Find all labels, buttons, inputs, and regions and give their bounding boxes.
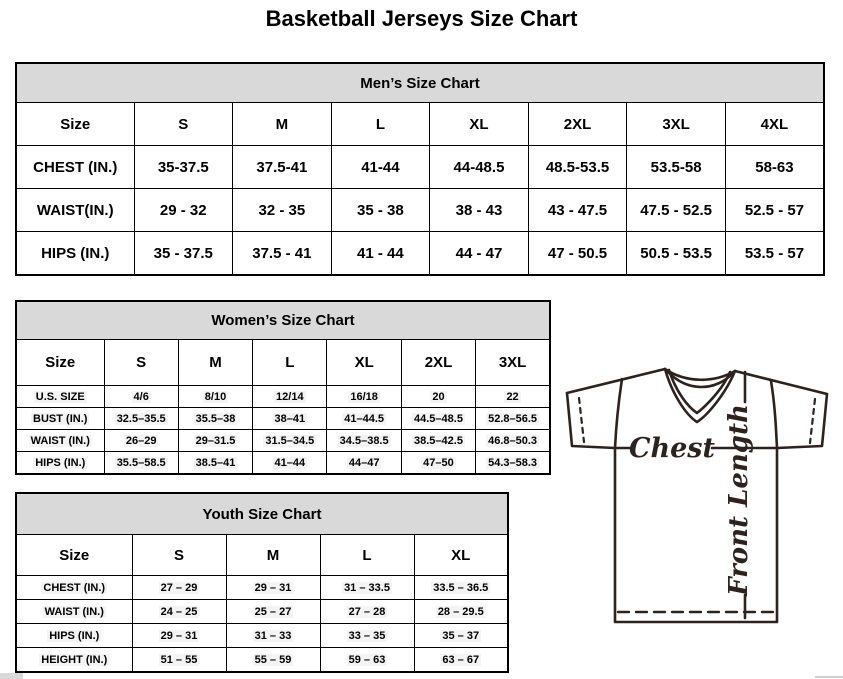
data-cell <box>414 576 508 600</box>
header-cell: Size <box>16 535 132 576</box>
cell-value: 44.5–48.5 <box>414 412 463 425</box>
row-label <box>16 624 132 648</box>
data-cell: 48.5-53.5 <box>528 146 627 189</box>
header-cell: M <box>233 103 332 146</box>
cell-value: 22 <box>506 390 519 403</box>
cell-value: 35.5–38 <box>195 412 236 425</box>
data-cell <box>476 452 550 475</box>
data-cell <box>414 600 508 624</box>
row-label <box>16 386 104 408</box>
data-cell <box>320 648 414 673</box>
row-label: WAIST(IN.) <box>16 189 134 232</box>
data-cell <box>414 648 508 673</box>
data-cell: 47.5 - 52.5 <box>627 189 726 232</box>
data-cell: 35-37.5 <box>134 146 233 189</box>
sleeve-dash-line <box>579 398 584 442</box>
data-cell <box>132 600 226 624</box>
data-cell: 53.5-58 <box>627 146 726 189</box>
cell-value: 54.3–58.3 <box>488 456 538 469</box>
data-cell: 44-48.5 <box>430 146 529 189</box>
header-cell: XL <box>414 535 508 576</box>
header-cell: XL <box>430 103 529 146</box>
header-cell: 2XL <box>401 340 475 386</box>
cell-value: 26–29 <box>125 434 157 447</box>
header-cell: M <box>226 535 320 576</box>
cell-value: 38–41 <box>274 412 306 425</box>
data-cell <box>327 408 401 430</box>
data-cell: 29 - 32 <box>134 189 233 232</box>
data-cell: 58-63 <box>725 146 824 189</box>
cell-value: 27 – 29 <box>160 581 198 594</box>
data-cell <box>320 624 414 648</box>
table-row <box>16 408 550 430</box>
table-row <box>16 232 824 276</box>
table-row <box>16 146 824 189</box>
data-cell <box>226 624 320 648</box>
data-cell <box>476 430 550 452</box>
cell-value: 38.5–41 <box>195 456 236 469</box>
header-cell: S <box>132 535 226 576</box>
cell-value: WAIST (IN.) <box>44 605 104 618</box>
data-cell: 43 - 47.5 <box>528 189 627 232</box>
table-row <box>16 600 508 624</box>
data-cell <box>178 452 252 475</box>
data-cell <box>320 600 414 624</box>
table-row <box>16 189 824 232</box>
front-length-label: Front Length <box>724 404 754 596</box>
cell-value: 35.5–58.5 <box>116 456 166 469</box>
data-cell <box>327 452 401 475</box>
data-cell <box>327 430 401 452</box>
sleeve-dash-line <box>810 399 815 443</box>
scrollbar-artifact-left <box>0 673 23 679</box>
cell-value: 63 – 67 <box>442 653 480 666</box>
cell-value: CHEST (IN.) <box>43 581 106 594</box>
mens-chart-title: Men’s Size Chart <box>16 63 824 103</box>
table-row <box>16 63 824 103</box>
row-label <box>16 576 132 600</box>
row-label: CHEST (IN.) <box>16 146 134 189</box>
data-cell <box>320 576 414 600</box>
data-cell: 44 - 47 <box>430 232 529 276</box>
data-cell <box>401 452 475 475</box>
data-cell <box>327 386 401 408</box>
table-row <box>16 535 508 576</box>
row-label <box>16 430 104 452</box>
table-row <box>16 103 824 146</box>
table-row <box>16 386 550 408</box>
cell-value: HIPS (IN.) <box>49 629 100 642</box>
cell-value: 33 – 35 <box>348 629 386 642</box>
cell-value: 31 – 33.5 <box>344 581 390 594</box>
cell-value: 29 – 31 <box>254 581 292 594</box>
cell-value: 59 – 63 <box>348 653 386 666</box>
cell-value: 29–31.5 <box>195 434 236 447</box>
data-cell <box>226 576 320 600</box>
jersey-measurement-diagram <box>558 360 840 628</box>
data-cell <box>178 386 252 408</box>
cell-value: 33.5 – 36.5 <box>433 581 489 594</box>
header-cell: 4XL <box>725 103 824 146</box>
data-cell <box>476 408 550 430</box>
cell-value: 38.5–42.5 <box>414 434 463 447</box>
jersey-outline <box>567 393 827 622</box>
chest-label: Chest <box>629 433 715 464</box>
data-cell: 35 - 38 <box>331 189 430 232</box>
cell-value: 25 – 27 <box>254 605 292 618</box>
cell-value: 8/10 <box>204 390 227 403</box>
cell-value: 29 – 31 <box>160 629 198 642</box>
data-cell <box>226 648 320 673</box>
cell-value: 47–50 <box>423 456 454 469</box>
row-label <box>16 600 132 624</box>
data-cell: 41-44 <box>331 146 430 189</box>
header-cell: M <box>178 340 252 386</box>
cell-value: 27 – 28 <box>348 605 386 618</box>
cell-value: 20 <box>432 390 445 403</box>
cell-value: 31.5–34.5 <box>265 434 315 447</box>
cell-value: 55 – 59 <box>254 653 292 666</box>
row-label <box>16 452 104 475</box>
data-cell <box>476 386 550 408</box>
data-cell <box>104 386 178 408</box>
cell-value: 41–44.5 <box>344 412 385 425</box>
data-cell <box>132 624 226 648</box>
cell-value: WAIST (IN.) <box>30 434 90 447</box>
table-row <box>16 301 550 340</box>
jersey-outline <box>735 371 827 394</box>
womens-size-chart-table <box>15 300 551 475</box>
data-cell: 32 - 35 <box>233 189 332 232</box>
table-row <box>16 624 508 648</box>
cell-value: 32.5–35.5 <box>116 412 166 425</box>
cell-value: 31 – 33 <box>254 629 292 642</box>
data-cell: 37.5 - 41 <box>233 232 332 276</box>
womens-chart-title: Women’s Size Chart <box>16 301 550 340</box>
data-cell <box>253 452 327 475</box>
cell-value: 12/14 <box>276 390 304 403</box>
header-cell: 2XL <box>528 103 627 146</box>
cell-value: 52.8–56.5 <box>488 412 538 425</box>
row-label: HIPS (IN.) <box>16 232 134 276</box>
cell-value: 35 – 37 <box>442 629 480 642</box>
data-cell: 41 - 44 <box>331 232 430 276</box>
data-cell <box>253 408 327 430</box>
data-cell <box>132 648 226 673</box>
data-cell: 53.5 - 57 <box>725 232 824 276</box>
header-cell: L <box>331 103 430 146</box>
mens-size-chart-table <box>15 62 825 276</box>
cell-value: 46.8–50.3 <box>488 434 538 447</box>
header-cell: S <box>104 340 178 386</box>
table-row <box>16 576 508 600</box>
data-cell <box>104 430 178 452</box>
cell-value: 16/18 <box>350 390 378 403</box>
data-cell <box>178 430 252 452</box>
header-cell: L <box>253 340 327 386</box>
data-cell <box>253 386 327 408</box>
row-label <box>16 648 132 673</box>
cell-value: 41–44 <box>274 456 306 469</box>
jersey-seam <box>771 381 777 448</box>
table-row <box>16 430 550 452</box>
header-cell: XL <box>327 340 401 386</box>
table-row <box>16 340 550 386</box>
data-cell <box>226 600 320 624</box>
youth-chart-title: Youth Size Chart <box>16 493 508 535</box>
data-cell <box>401 386 475 408</box>
data-cell: 47 - 50.5 <box>528 232 627 276</box>
header-cell: S <box>134 103 233 146</box>
jersey-seam <box>615 379 622 448</box>
header-cell: Size <box>16 340 104 386</box>
page-title: Basketball Jerseys Size Chart <box>265 6 578 31</box>
jersey-outline <box>567 369 665 393</box>
header-cell: Size <box>16 103 134 146</box>
data-cell <box>104 452 178 475</box>
cell-value: 24 – 25 <box>160 605 198 618</box>
data-cell <box>253 430 327 452</box>
data-cell <box>132 576 226 600</box>
cell-value: 34.5–38.5 <box>339 434 389 447</box>
row-label <box>16 408 104 430</box>
cell-value: HIPS (IN.) <box>35 456 86 469</box>
data-cell <box>401 408 475 430</box>
header-cell: 3XL <box>627 103 726 146</box>
data-cell <box>178 408 252 430</box>
cell-value: 28 – 29.5 <box>437 605 484 618</box>
table-row <box>16 452 550 475</box>
table-row <box>16 493 508 535</box>
cell-value: 44–47 <box>348 456 380 469</box>
data-cell: 50.5 - 53.5 <box>627 232 726 276</box>
data-cell: 37.5-41 <box>233 146 332 189</box>
data-cell <box>401 430 475 452</box>
data-cell: 38 - 43 <box>430 189 529 232</box>
data-cell: 52.5 - 57 <box>725 189 824 232</box>
cell-value: 51 – 55 <box>160 653 198 666</box>
header-cell: L <box>320 535 414 576</box>
youth-size-chart-table <box>15 492 509 673</box>
data-cell: 35 - 37.5 <box>134 232 233 276</box>
table-row <box>16 648 508 673</box>
data-cell <box>414 624 508 648</box>
data-cell <box>104 408 178 430</box>
cell-value: HEIGHT (IN.) <box>41 653 108 666</box>
cell-value: BUST (IN.) <box>33 412 88 425</box>
cell-value: U.S. SIZE <box>35 390 85 403</box>
scrollbar-artifact-right <box>815 676 843 678</box>
header-cell: 3XL <box>476 340 550 386</box>
cell-value: 4/6 <box>133 390 149 403</box>
